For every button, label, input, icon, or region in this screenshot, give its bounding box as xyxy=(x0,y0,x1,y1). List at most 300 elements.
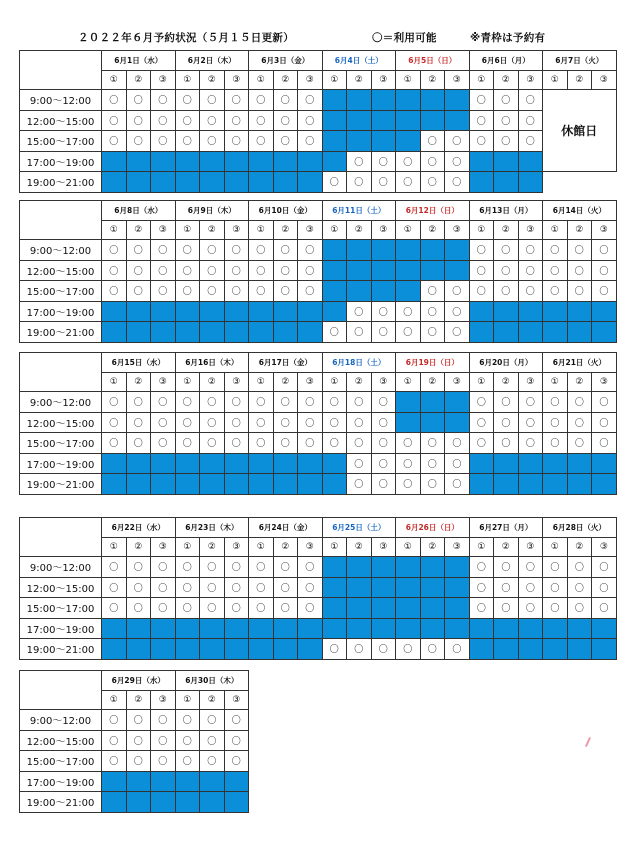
booked-slot xyxy=(224,151,249,172)
booked-slot xyxy=(518,322,543,343)
week-table xyxy=(19,50,617,193)
available-slot: 〇 xyxy=(249,557,274,578)
slot-number: ① xyxy=(249,71,274,90)
booked-slot xyxy=(126,301,151,322)
available-slot: 〇 xyxy=(347,392,372,413)
booked-slot xyxy=(494,639,519,660)
available-slot: 〇 xyxy=(347,322,372,343)
available-slot: 〇 xyxy=(494,90,519,111)
booked-slot xyxy=(543,639,568,660)
slot-number: ② xyxy=(273,373,298,392)
available-slot: 〇 xyxy=(126,710,151,731)
booked-slot xyxy=(371,557,396,578)
booked-slot xyxy=(371,618,396,639)
booked-slot xyxy=(322,618,347,639)
slot-number: ③ xyxy=(371,71,396,90)
booked-slot xyxy=(396,281,421,302)
booked-slot xyxy=(151,474,176,495)
available-slot: 〇 xyxy=(396,172,421,193)
time-label: 9:00～12:00 xyxy=(20,240,102,261)
available-slot: 〇 xyxy=(494,260,519,281)
available-slot: 〇 xyxy=(126,577,151,598)
available-slot: 〇 xyxy=(224,281,249,302)
slot-number: ③ xyxy=(151,538,176,557)
booked-slot xyxy=(543,322,568,343)
available-slot: 〇 xyxy=(371,412,396,433)
booked-slot xyxy=(322,453,347,474)
booked-slot xyxy=(126,618,151,639)
legend-booked-note: ※青枠は予約有 xyxy=(470,32,546,44)
available-slot: 〇 xyxy=(298,433,323,454)
available-slot: 〇 xyxy=(469,598,494,619)
day-header: 6月6日（月） xyxy=(469,51,543,71)
available-slot: 〇 xyxy=(224,131,249,152)
available-slot: 〇 xyxy=(175,240,200,261)
booked-slot xyxy=(518,618,543,639)
booked-slot xyxy=(249,322,274,343)
available-slot: 〇 xyxy=(494,577,519,598)
available-slot: 〇 xyxy=(371,392,396,413)
slot-number: ② xyxy=(347,221,372,240)
available-slot: 〇 xyxy=(224,392,249,413)
available-slot: 〇 xyxy=(102,577,127,598)
slot-number: ② xyxy=(494,373,519,392)
slot-number: ② xyxy=(567,373,592,392)
available-slot: 〇 xyxy=(200,433,225,454)
booked-slot xyxy=(200,474,225,495)
available-slot: 〇 xyxy=(298,281,323,302)
available-slot: 〇 xyxy=(175,131,200,152)
booked-slot xyxy=(224,453,249,474)
day-header: 6月29日（水） xyxy=(102,671,176,691)
booked-slot xyxy=(102,172,127,193)
available-slot: 〇 xyxy=(469,131,494,152)
slot-number: ① xyxy=(322,71,347,90)
page-title: ２０２２年６月予約状況（５月１５日更新） xyxy=(78,32,294,44)
corner-cell xyxy=(20,201,102,240)
available-slot: 〇 xyxy=(518,577,543,598)
available-slot: 〇 xyxy=(224,598,249,619)
day-header: 6月27日（月） xyxy=(469,518,543,538)
available-slot: 〇 xyxy=(396,453,421,474)
available-slot: 〇 xyxy=(592,577,617,598)
available-slot: 〇 xyxy=(298,240,323,261)
booked-slot xyxy=(298,474,323,495)
available-slot: 〇 xyxy=(249,577,274,598)
booked-slot xyxy=(592,453,617,474)
available-slot: 〇 xyxy=(102,260,127,281)
available-slot: 〇 xyxy=(298,557,323,578)
booked-slot xyxy=(567,322,592,343)
booked-slot xyxy=(494,322,519,343)
time-label: 15:00～17:00 xyxy=(20,751,102,772)
booked-slot xyxy=(469,618,494,639)
available-slot: 〇 xyxy=(102,90,127,111)
available-slot: 〇 xyxy=(151,598,176,619)
booked-slot xyxy=(420,90,445,111)
booked-slot xyxy=(396,260,421,281)
available-slot: 〇 xyxy=(224,577,249,598)
available-slot: 〇 xyxy=(200,412,225,433)
available-slot: 〇 xyxy=(322,172,347,193)
available-slot: 〇 xyxy=(469,110,494,131)
available-slot: 〇 xyxy=(518,412,543,433)
booked-slot xyxy=(224,771,249,792)
slot-number: ③ xyxy=(151,221,176,240)
week-table xyxy=(19,670,249,813)
available-slot: 〇 xyxy=(151,281,176,302)
booked-slot xyxy=(151,618,176,639)
available-slot: 〇 xyxy=(420,322,445,343)
available-slot: 〇 xyxy=(200,131,225,152)
booked-slot xyxy=(175,474,200,495)
booked-slot xyxy=(518,453,543,474)
slot-number: ② xyxy=(567,538,592,557)
available-slot: 〇 xyxy=(420,433,445,454)
slot-number: ③ xyxy=(371,373,396,392)
booked-slot xyxy=(347,260,372,281)
available-slot: 〇 xyxy=(175,392,200,413)
day-header: 6月28日（火） xyxy=(543,518,617,538)
available-slot: 〇 xyxy=(249,260,274,281)
booked-slot xyxy=(322,577,347,598)
day-header: 6月3日（金） xyxy=(249,51,323,71)
booked-slot xyxy=(151,322,176,343)
available-slot: 〇 xyxy=(102,433,127,454)
booked-slot xyxy=(151,301,176,322)
time-label: 17:00～19:00 xyxy=(20,453,102,474)
slot-number: ③ xyxy=(151,71,176,90)
booked-slot xyxy=(543,453,568,474)
available-slot: 〇 xyxy=(249,240,274,261)
available-slot: 〇 xyxy=(151,260,176,281)
booked-slot xyxy=(273,618,298,639)
available-slot: 〇 xyxy=(175,433,200,454)
available-slot: 〇 xyxy=(494,557,519,578)
day-header: 6月15日（水） xyxy=(102,353,176,373)
booked-slot xyxy=(175,792,200,813)
booked-slot xyxy=(200,301,225,322)
available-slot: 〇 xyxy=(543,392,568,413)
booked-slot xyxy=(445,618,470,639)
available-slot: 〇 xyxy=(102,598,127,619)
slot-number: ③ xyxy=(518,373,543,392)
booked-slot xyxy=(126,771,151,792)
booked-slot xyxy=(249,301,274,322)
available-slot: 〇 xyxy=(102,281,127,302)
booked-slot xyxy=(420,392,445,413)
booked-slot xyxy=(543,474,568,495)
corner-cell xyxy=(20,671,102,710)
booked-slot xyxy=(371,240,396,261)
available-slot: 〇 xyxy=(518,90,543,111)
slot-number: ② xyxy=(273,71,298,90)
available-slot: 〇 xyxy=(371,433,396,454)
booked-slot xyxy=(592,618,617,639)
booked-slot xyxy=(445,392,470,413)
available-slot: 〇 xyxy=(567,598,592,619)
available-slot: 〇 xyxy=(322,412,347,433)
available-slot: 〇 xyxy=(322,639,347,660)
available-slot: 〇 xyxy=(567,557,592,578)
booked-slot xyxy=(249,151,274,172)
available-slot: 〇 xyxy=(102,110,127,131)
available-slot: 〇 xyxy=(200,110,225,131)
available-slot: 〇 xyxy=(567,433,592,454)
booked-slot xyxy=(126,474,151,495)
available-slot: 〇 xyxy=(469,557,494,578)
available-slot: 〇 xyxy=(175,730,200,751)
day-header: 6月24日（金） xyxy=(249,518,323,538)
available-slot: 〇 xyxy=(151,751,176,772)
booked-slot xyxy=(347,110,372,131)
available-slot: 〇 xyxy=(224,240,249,261)
booked-slot xyxy=(175,639,200,660)
available-slot: 〇 xyxy=(175,751,200,772)
booked-slot xyxy=(371,598,396,619)
booked-slot xyxy=(420,598,445,619)
time-label: 12:00～15:00 xyxy=(20,110,102,131)
available-slot: 〇 xyxy=(249,131,274,152)
booked-slot xyxy=(371,110,396,131)
time-label: 17:00～19:00 xyxy=(20,771,102,792)
available-slot: 〇 xyxy=(494,433,519,454)
slot-number: ② xyxy=(420,221,445,240)
booked-slot xyxy=(249,172,274,193)
available-slot: 〇 xyxy=(469,577,494,598)
pen-mark xyxy=(585,737,591,747)
available-slot: 〇 xyxy=(543,598,568,619)
booked-slot xyxy=(445,240,470,261)
available-slot: 〇 xyxy=(151,730,176,751)
booked-slot xyxy=(469,639,494,660)
available-slot: 〇 xyxy=(200,90,225,111)
available-slot: 〇 xyxy=(224,110,249,131)
available-slot: 〇 xyxy=(396,151,421,172)
available-slot: 〇 xyxy=(420,172,445,193)
booked-slot xyxy=(102,322,127,343)
week-table xyxy=(19,200,617,343)
available-slot: 〇 xyxy=(126,751,151,772)
booked-slot xyxy=(298,618,323,639)
available-slot: 〇 xyxy=(102,412,127,433)
closed-day-blank xyxy=(543,172,617,193)
available-slot: 〇 xyxy=(175,412,200,433)
available-slot: 〇 xyxy=(469,412,494,433)
available-slot: 〇 xyxy=(420,131,445,152)
available-slot: 〇 xyxy=(543,433,568,454)
booked-slot xyxy=(371,131,396,152)
slot-number: ③ xyxy=(224,71,249,90)
booked-slot xyxy=(322,281,347,302)
available-slot: 〇 xyxy=(445,474,470,495)
slot-number: ③ xyxy=(518,71,543,90)
booked-slot xyxy=(151,639,176,660)
available-slot: 〇 xyxy=(102,730,127,751)
available-slot: 〇 xyxy=(126,110,151,131)
booked-slot xyxy=(592,474,617,495)
slot-number: ③ xyxy=(592,221,617,240)
booked-slot xyxy=(347,281,372,302)
day-header: 6月11日（土） xyxy=(322,201,396,221)
slot-number: ② xyxy=(200,691,225,710)
slot-number: ① xyxy=(322,538,347,557)
available-slot: 〇 xyxy=(518,260,543,281)
booked-slot xyxy=(592,322,617,343)
booked-slot xyxy=(151,151,176,172)
booked-slot xyxy=(200,453,225,474)
available-slot: 〇 xyxy=(518,392,543,413)
slot-number: ① xyxy=(102,71,127,90)
slot-number: ③ xyxy=(298,538,323,557)
slot-number: ② xyxy=(420,71,445,90)
booked-slot xyxy=(543,618,568,639)
available-slot: 〇 xyxy=(567,412,592,433)
available-slot: 〇 xyxy=(347,412,372,433)
booked-slot xyxy=(175,771,200,792)
available-slot: 〇 xyxy=(224,260,249,281)
booked-slot xyxy=(567,453,592,474)
day-header: 6月12日（日） xyxy=(396,201,470,221)
day-header: 6月26日（日） xyxy=(396,518,470,538)
available-slot: 〇 xyxy=(543,281,568,302)
available-slot: 〇 xyxy=(567,577,592,598)
available-slot: 〇 xyxy=(592,392,617,413)
available-slot: 〇 xyxy=(494,131,519,152)
booked-slot xyxy=(224,639,249,660)
available-slot: 〇 xyxy=(200,730,225,751)
booked-slot xyxy=(200,618,225,639)
slot-number: ② xyxy=(273,538,298,557)
available-slot: 〇 xyxy=(445,433,470,454)
page-header xyxy=(0,30,629,44)
booked-slot xyxy=(420,557,445,578)
booked-slot xyxy=(298,172,323,193)
booked-slot xyxy=(592,301,617,322)
booked-slot xyxy=(249,453,274,474)
booked-slot xyxy=(371,90,396,111)
available-slot: 〇 xyxy=(175,598,200,619)
slot-number: ① xyxy=(543,373,568,392)
slot-number: ② xyxy=(126,691,151,710)
booked-slot xyxy=(592,639,617,660)
booked-slot xyxy=(102,301,127,322)
available-slot: 〇 xyxy=(445,172,470,193)
booked-slot xyxy=(396,110,421,131)
booked-slot xyxy=(102,618,127,639)
available-slot: 〇 xyxy=(518,281,543,302)
available-slot: 〇 xyxy=(347,639,372,660)
available-slot: 〇 xyxy=(445,151,470,172)
booked-slot xyxy=(224,474,249,495)
slot-number: ② xyxy=(567,221,592,240)
available-slot: 〇 xyxy=(175,110,200,131)
slot-number: ③ xyxy=(224,691,249,710)
booked-slot xyxy=(200,792,225,813)
day-header: 6月23日（木） xyxy=(175,518,249,538)
available-slot: 〇 xyxy=(347,474,372,495)
available-slot: 〇 xyxy=(273,90,298,111)
available-slot: 〇 xyxy=(445,301,470,322)
available-slot: 〇 xyxy=(151,557,176,578)
available-slot: 〇 xyxy=(445,322,470,343)
available-slot: 〇 xyxy=(126,281,151,302)
available-slot: 〇 xyxy=(420,301,445,322)
available-slot: 〇 xyxy=(298,260,323,281)
available-slot: 〇 xyxy=(494,240,519,261)
available-slot: 〇 xyxy=(151,110,176,131)
available-slot: 〇 xyxy=(518,557,543,578)
time-label: 19:00～21:00 xyxy=(20,639,102,660)
available-slot: 〇 xyxy=(518,240,543,261)
booked-slot xyxy=(273,151,298,172)
available-slot: 〇 xyxy=(151,90,176,111)
booked-slot xyxy=(518,172,543,193)
available-slot: 〇 xyxy=(420,281,445,302)
booked-slot xyxy=(347,90,372,111)
time-label: 19:00～21:00 xyxy=(20,474,102,495)
week-table xyxy=(19,352,617,495)
booked-slot xyxy=(567,474,592,495)
time-label: 19:00～21:00 xyxy=(20,322,102,343)
available-slot: 〇 xyxy=(273,131,298,152)
available-slot: 〇 xyxy=(494,598,519,619)
slot-number: ② xyxy=(494,221,519,240)
available-slot: 〇 xyxy=(200,392,225,413)
booked-slot xyxy=(518,474,543,495)
available-slot: 〇 xyxy=(273,110,298,131)
booked-slot xyxy=(322,90,347,111)
available-slot: 〇 xyxy=(543,412,568,433)
slot-number: ② xyxy=(494,71,519,90)
booked-slot xyxy=(396,131,421,152)
slot-number: ② xyxy=(494,538,519,557)
available-slot: 〇 xyxy=(371,639,396,660)
available-slot: 〇 xyxy=(200,281,225,302)
booked-slot xyxy=(102,639,127,660)
day-header: 6月13日（月） xyxy=(469,201,543,221)
available-slot: 〇 xyxy=(420,453,445,474)
available-slot: 〇 xyxy=(224,433,249,454)
slot-number: ③ xyxy=(445,71,470,90)
booked-slot xyxy=(273,172,298,193)
available-slot: 〇 xyxy=(126,392,151,413)
booked-slot xyxy=(518,301,543,322)
time-label: 19:00～21:00 xyxy=(20,792,102,813)
available-slot: 〇 xyxy=(200,710,225,731)
booked-slot xyxy=(200,151,225,172)
available-slot: 〇 xyxy=(151,412,176,433)
available-slot: 〇 xyxy=(273,281,298,302)
available-slot: 〇 xyxy=(224,751,249,772)
booked-slot xyxy=(567,618,592,639)
booked-slot xyxy=(494,151,519,172)
available-slot: 〇 xyxy=(249,392,274,413)
corner-cell xyxy=(20,353,102,392)
available-slot: 〇 xyxy=(126,598,151,619)
slot-number: ② xyxy=(200,71,225,90)
booked-slot xyxy=(126,151,151,172)
day-header: 6月9日（木） xyxy=(175,201,249,221)
booked-slot xyxy=(126,639,151,660)
booked-slot xyxy=(224,792,249,813)
booked-slot xyxy=(224,172,249,193)
available-slot: 〇 xyxy=(420,474,445,495)
booked-slot xyxy=(469,322,494,343)
slot-number: ② xyxy=(420,538,445,557)
available-slot: 〇 xyxy=(273,392,298,413)
available-slot: 〇 xyxy=(298,392,323,413)
